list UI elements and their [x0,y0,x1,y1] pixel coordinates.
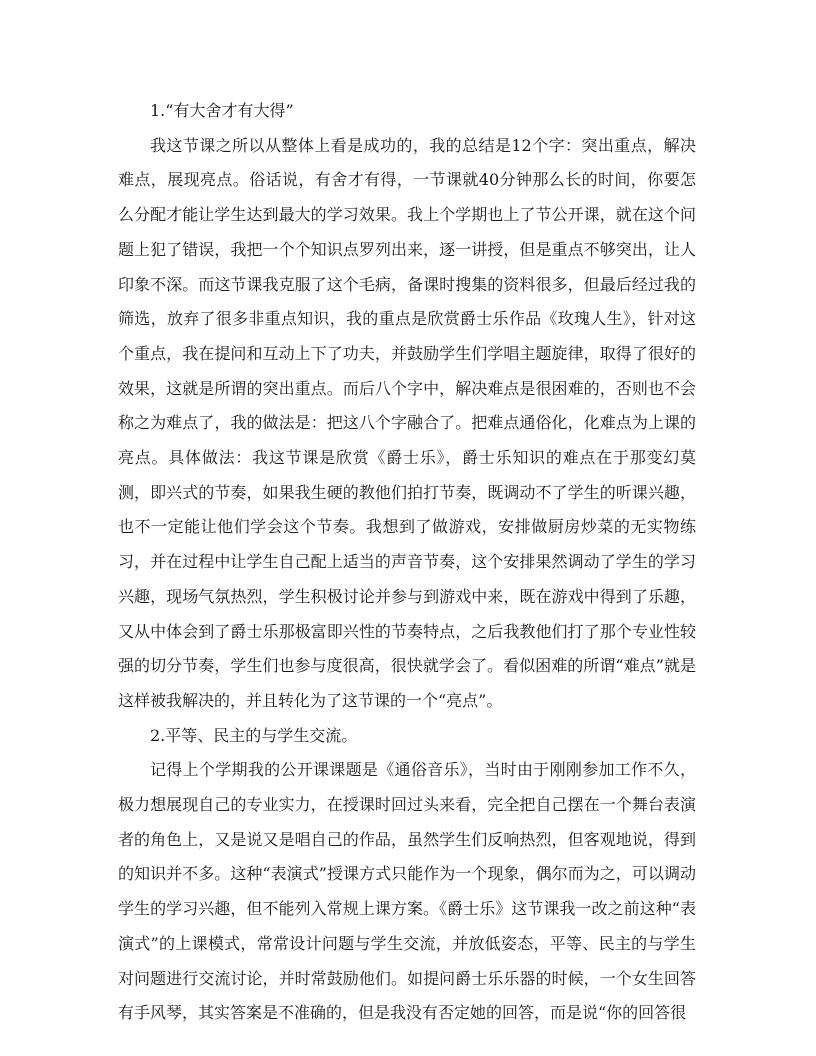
section-heading-2: 2.平等、民主的与学生交流。 [150,725,358,745]
document-body [118,94,696,1031]
section-paragraph-2: 记得上个学期我的公开课课题是《通俗音乐》，当时由于刚刚参加工作不久，极力想展现自己的专业实力，在授课时回过头来看，完全把自己摆在一个舞台表演者的角色上，又是说又是唱自己的作品，虽然学生们反响热烈，但客观地说，得到的知识并不多。这种“表演式”授课方式只能作为一个现象，偶尔而为之，可以调动学生的学习兴趣，但不能列入常规上课方案。《爵士乐》这节课我一改之前这种“表演式”的上课模式，常常设计问题与学生交流，并放低姿态，平等、民主的与学生对问题进行交流讨论，并时常鼓励他们。如提问爵士乐乐器的时候，一个女生回答有手风琴，其实答案是不准确的，但是我没有否定她的回答，而是说“你的回答很 [118,760,696,1023]
section-paragraph-1: 我这节课之所以从整体上看是成功的，我的总结是12个字：突出重点，解决难点，展现亮点。俗话说，有舍才有得，一节课就40分钟那么长的时间，你要怎么分配才能让学生达到最大的学习效果。我上个学期也上了节公开课，就在这个问题上犯了错误，我把一个个知识点罗列出来，逐一讲授，但是重点不够突出，让人印象不深。而这节课我克服了这个毛病，备课时搜集的资料很多，但最后经过我的筛选，放弃了很多非重点知识，我的重点是欣赏爵士乐作品《玫瑰人生》，针对这个重点，我在提问和互动上下了功夫，并鼓励学生们学唱主题旋律，取得了很好的效果，这就是所谓的突出重点。而后八个字中，解决难点是很困难的，否则也不会称之为难点了，我的做法是：把这八个字融合了。把难点通俗化，化难点为上课的亮点。具体做法：我这节课是欣赏《爵士乐》，爵士乐知识的难点在于那变幻莫测，即兴式的节奏，如果我生硬的教他们拍打节奏，既调动不了学生的听课兴趣，也不一定能让他们学会这个节奏。我想到了做游戏，安排做厨房炒菜的无实物练习，并在过程中让学生自己配上适当的声音节奏，这个安排果然调动了学生的学习兴趣，现场气氛热烈，学生积极讨论并参与到游戏中来，既在游戏中得到了乐趣，又从中体会到了爵士乐那极富即兴性的节奏特点，之后我教他们打了那个专业性较强的切分节奏，学生们也参与度很高，很快就学会了。看似困难的所谓“难点”就是这样被我解决的，并且转化为了这节课的一个“亮点”。 [118,135,696,710]
section-heading-1: 1.“有大舍才有大得” [150,101,294,120]
